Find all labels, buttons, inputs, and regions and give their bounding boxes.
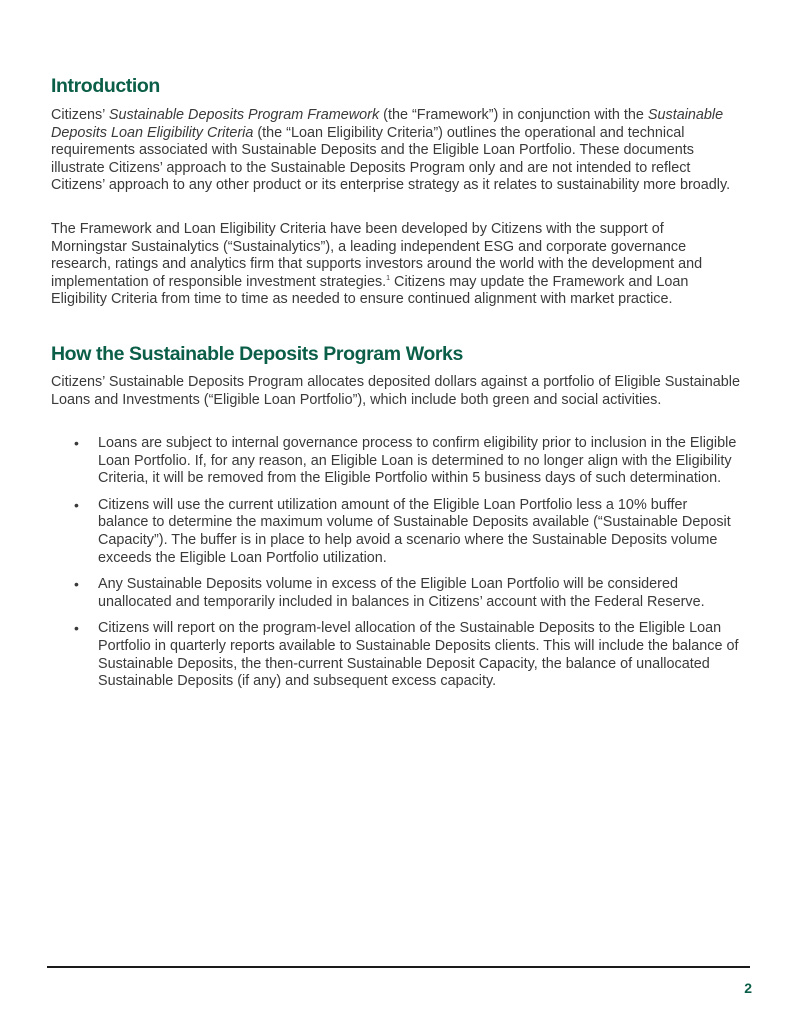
list-item <box>51 620 741 690</box>
list-item <box>51 576 741 611</box>
bullet-icon: • <box>74 496 79 513</box>
how-it-works-heading: How the Sustainable Deposits Program Works <box>51 343 463 365</box>
framework-title: Sustainable Deposits Program Framework <box>108 107 380 123</box>
list-item-text: Loans are subject to internal governance process to confirm eligibility prior to inclusion in the Eligible Loan Portfolio. If, for any reason, an Eligible Loan is determined to no longer align with the Eligibility Criteria, it will be removed from the Eligible Portfolio within 5 business days of such determination. <box>98 435 737 487</box>
bullet-icon: • <box>74 620 79 637</box>
p2-text-a: The Framework and Loan Eligibility Criteria have been developed by Citizens with the support of Morningstar Sustainalytics (“Sustainalytics”), a leading independent ESG and corporate governance research, ratings and analytics firm that supports investors around the world with the development and implementation of responsible investment strategies. <box>51 221 703 290</box>
list-item-text: Any Sustainable Deposits volume in excess of the Eligible Loan Portfolio will be considered unallocated and temporarily included in balances in Citizens’ account with the Federal Reserve. <box>98 576 705 610</box>
list-item-text: Citizens will report on the program-level allocation of the Sustainable Deposits to the Eligible Loan Portfolio in quarterly reports available to Sustainable Deposits clients. This will include the balance of Sustainable Deposits, the then-current Sustainable Deposit Capacity, the balance of unallocated Sustainable Deposits (if any) and subsequent excess capacity. <box>98 620 739 690</box>
list-item-text: Citizens will use the current utilization amount of the Eligible Loan Portfolio less a 10% buffer balance to determine the maximum volume of Sustainable Deposits available (“Sustainable Deposit Capacity”). The buffer is in place to help avoid a scenario where the Sustainable Deposits volume exceeds the Eligible Loan Portfolio utilization. <box>98 496 731 566</box>
list-item <box>51 435 741 488</box>
p1-text-a: Citizens’ <box>51 107 109 123</box>
footer-divider <box>47 966 750 968</box>
p1-text-c: (the “Loan Eligibility Criteria”) outlines the operational and technical requirements associated with Sustainable Deposits and the Eligible Loan Portfolio. These documents illustrate Citizens’ approach to the Sustainable Deposits Program only and are not intended to reflect Citizens’ approach to any other product or its enterprise strategy as it relates to sustainability more broadly. <box>51 124 731 194</box>
page-number: 2 <box>744 980 752 996</box>
p2-text-b: Citizens may update the Framework and Loan Eligibility Criteria from time to time as needed to ensure continued alignment with market practice. <box>51 273 689 308</box>
introduction-heading: Introduction <box>51 75 160 97</box>
p1-text-b: (the “Framework”) in conjunction with the <box>379 107 648 123</box>
bullet-icon: • <box>74 576 79 593</box>
introduction-paragraph-2 <box>51 221 741 309</box>
how-it-works-paragraph: Citizens’ Sustainable Deposits Program allocates deposited dollars against a portfolio of Eligible Sustainable Loans and Investments (“Eligible Loan Portfolio”), which include both green and social activities. <box>51 374 741 408</box>
list-item <box>51 497 741 567</box>
bullet-icon: • <box>74 435 79 451</box>
criteria-title: Sustainable Deposits Loan Eligibility Criteria <box>51 107 724 141</box>
footnote-ref-1[interactable]: 1 <box>386 274 391 282</box>
introduction-paragraph-1 <box>51 107 741 195</box>
program-bullet-list <box>51 435 741 700</box>
